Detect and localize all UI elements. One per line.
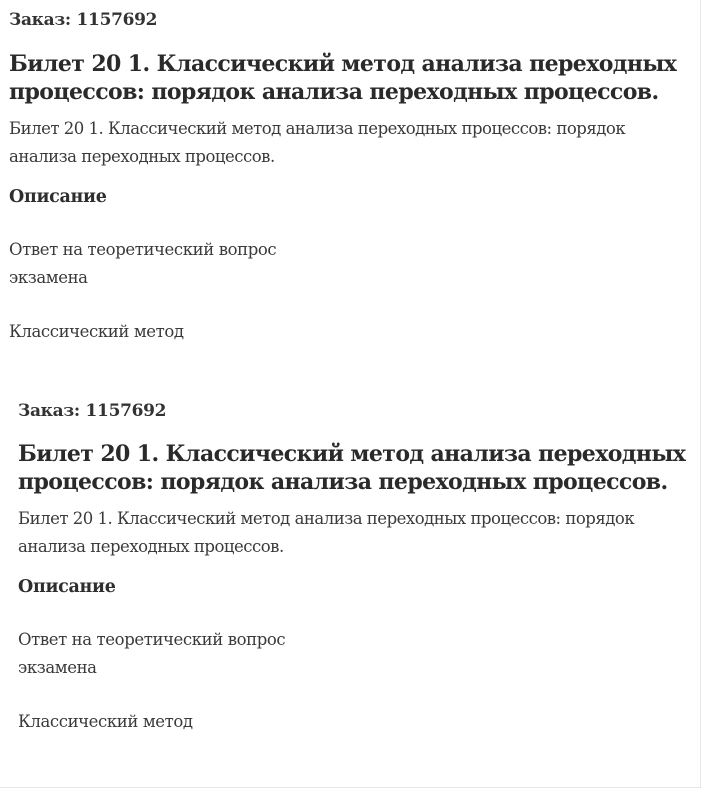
description-heading: Описание — [9, 187, 107, 207]
answer-text: Ответ на теоретический вопрос экзамена — [9, 240, 277, 287]
order-number: Заказ: 1157692 — [9, 10, 158, 30]
method-text: Классический метод — [18, 712, 193, 731]
order-card-2 — [18, 399, 694, 734]
ticket-title: Билет 20 1. Классический метод анализа переходных процессов: порядок анализа переходных процессов. — [9, 51, 677, 105]
order-number: Заказ: 1157692 — [18, 401, 167, 421]
description-heading: Описание — [18, 577, 116, 597]
method-text: Классический метод — [9, 322, 184, 341]
ticket-title: Билет 20 1. Классический метод анализа переходных процессов: порядок анализа переходных процессов. — [18, 441, 686, 495]
ticket-summary: Билет 20 1. Классический метод анализа переходных процессов: порядок анализа переходных процессов. — [9, 119, 626, 166]
ticket-summary: Билет 20 1. Классический метод анализа переходных процессов: порядок анализа переходных процессов. — [18, 509, 635, 556]
answer-text: Ответ на теоретический вопрос экзамена — [18, 630, 286, 677]
order-card-1 — [9, 8, 689, 344]
